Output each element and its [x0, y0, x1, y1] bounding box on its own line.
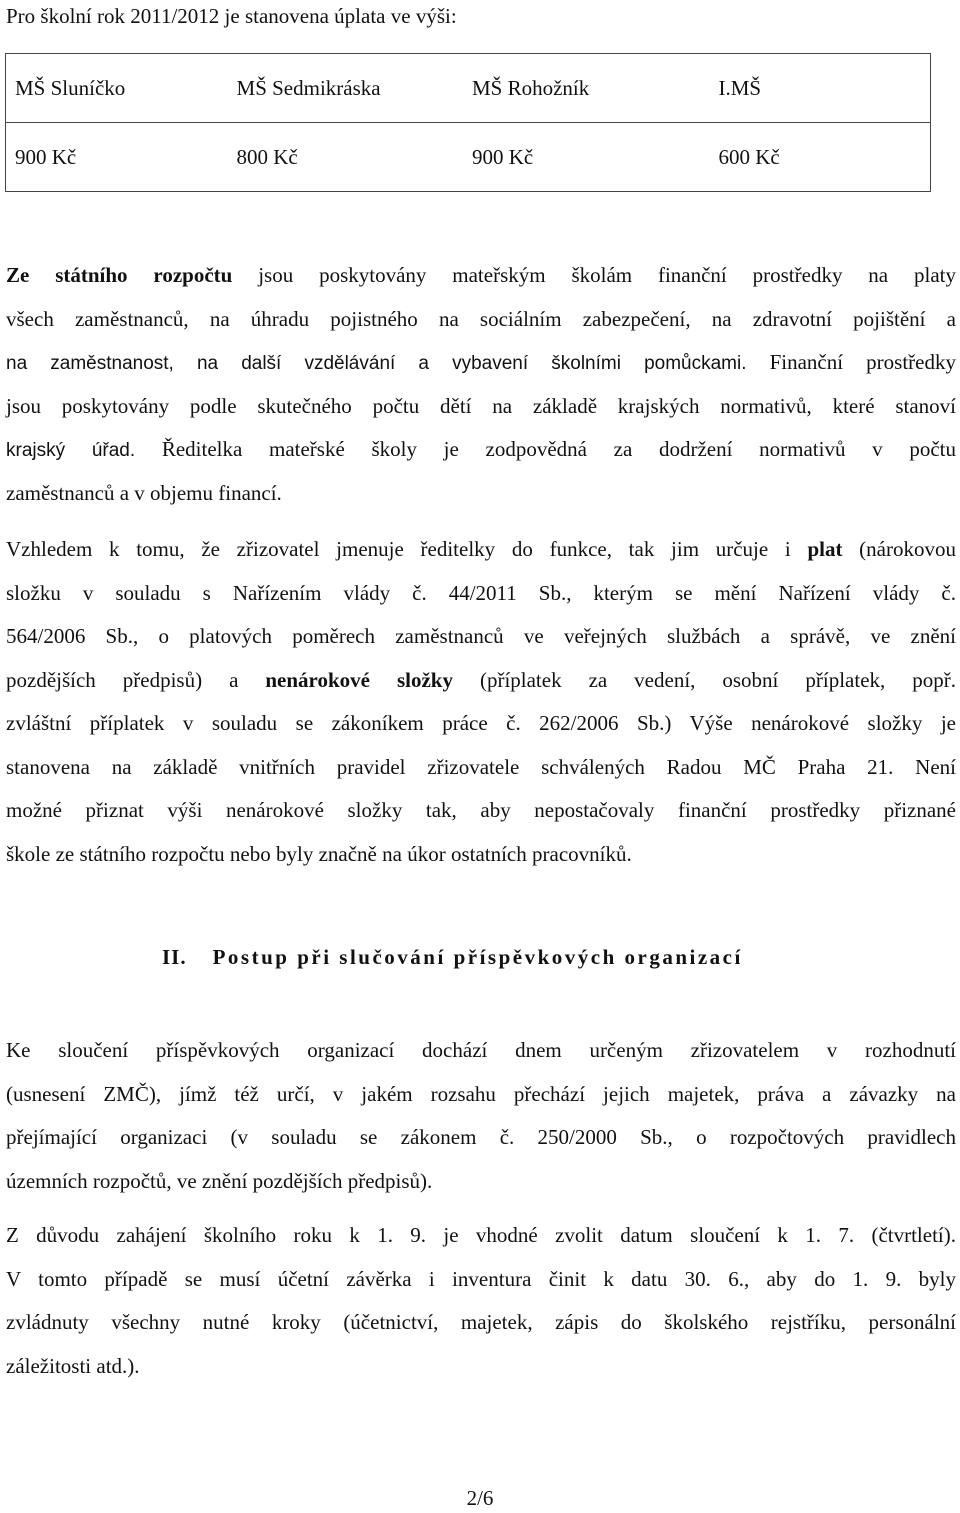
intro-text: Pro školní rok 2011/2012 je stanovena úplata ve výši:	[6, 4, 457, 28]
paragraph-line: pozdějších předpisů) a nenárokové složky (příplatek za vedení, osobní příplatek, popř.	[6, 667, 956, 692]
paragraph-line: územních rozpočtů, ve znění pozdějších předpisů).	[6, 1168, 433, 1193]
fees-value-row	[6, 123, 931, 192]
fee-ims: 600 Kč	[718, 144, 780, 169]
paragraph-line: (usnesení ZMČ), jímž též určí, v jakém rozsahu přechází jejich majetek, práva a závazky na	[6, 1081, 956, 1106]
paragraph-line: možné přiznat výši nenárokové složky tak, aby nepostačovaly finanční prostředky přiznané	[6, 798, 956, 822]
fee-rohoznik: 900 Kč	[472, 144, 534, 169]
school-name-rohoznik: MŠ Rohožník	[472, 75, 590, 100]
school-name-slunicko: MŠ Sluníčko	[15, 75, 126, 100]
paragraph-line: V tomto případě se musí účetní závěrka i inventura činit k datu 30. 6., aby do 1. 9. byly	[6, 1266, 956, 1291]
paragraph-salary	[6, 528, 956, 876]
section-title: Postup při slučování příspěvkových organizací	[212, 945, 743, 969]
section-number: II.	[162, 945, 187, 969]
school-name-sedmikraska: MŠ Sedmikráska	[236, 75, 381, 100]
paragraph-line: záležitosti atd.).	[6, 1353, 140, 1378]
paragraph-line: zvláštní příplatek v souladu se zákoníkem práce č. 262/2006 Sb.) Výše nenárokové složky je	[6, 711, 956, 735]
paragraph-line: 564/2006 Sb., o platových poměrech zaměstnanců ve veřejných službách a správě, ve znění	[6, 624, 956, 648]
fee-sedmikraska: 800 Kč	[236, 144, 298, 169]
paragraph-line: Vzhledem k tomu, že zřizovatel jmenuje ředitelky do funkce, tak jim určuje i plat (nárokovou	[6, 537, 956, 561]
paragraph-state-budget	[6, 254, 956, 515]
paragraph-line: zvládnuty všechny nutné kroky (účetnictví, majetek, zápis do školského rejstříku, personální	[6, 1310, 956, 1334]
paragraph-line: stanovena na základě vnitřních pravidel zřizovatele schválených Radou MČ Praha 21. Není	[6, 754, 956, 779]
paragraph-line: všech zaměstnanců, na úhradu pojistného na sociálním zabezpečení, na zdravotní pojištění a	[6, 306, 956, 331]
paragraph-line: jsou poskytovány podle skutečného počtu dětí na základě krajských normativů, které stanoví	[6, 393, 956, 418]
paragraph-line: škole ze státního rozpočtu nebo byly značně na úkor ostatních pracovníků.	[6, 841, 632, 866]
paragraph-line: Ze státního rozpočtu jsou poskytovány mateřským školám finanční prostředky na platy	[6, 263, 956, 287]
paragraph-line: Z důvodu zahájení školního roku k 1. 9. je vhodné zvolit datum sloučení k 1. 7. (čtvrtletí).	[6, 1223, 956, 1247]
school-name-ims: I.MŠ	[718, 75, 762, 100]
paragraph-merger-date	[6, 1214, 956, 1388]
fees-table	[5, 53, 931, 192]
paragraph-line: krajský úřad. Ředitelka mateřské školy je zodpovědná za dodržení normativů v počtu	[6, 437, 956, 461]
bold-phrase: plat	[807, 537, 843, 561]
paragraph-line: zaměstnanců a v objemu financí.	[6, 480, 282, 505]
paragraph-line: složku v souladu s Nařízením vlády č. 44/2011 Sb., kterým se mění Nařízení vlády č.	[6, 580, 956, 605]
page-number: 2/6	[466, 1486, 494, 1510]
bold-phrase: Ze státního rozpočtu	[6, 263, 233, 287]
paragraph-line: přejímající organizaci (v souladu se zákonem č. 250/2000 Sb., o rozpočtových pravidlech	[6, 1125, 956, 1149]
bold-phrase: nenárokové složky	[265, 667, 453, 692]
fees-header-row	[6, 54, 931, 123]
paragraph-line: na zaměstnanost, na další vzdělávání a vybavení školními pomůckami. Finanční prostředky	[6, 350, 956, 374]
section-heading	[162, 945, 743, 970]
fee-slunicko: 900 Kč	[15, 144, 77, 169]
paragraph-merger	[6, 1029, 956, 1203]
paragraph-line: Ke sloučení příspěvkových organizací dochází dnem určeným zřizovatelem v rozhodnutí	[6, 1038, 956, 1062]
